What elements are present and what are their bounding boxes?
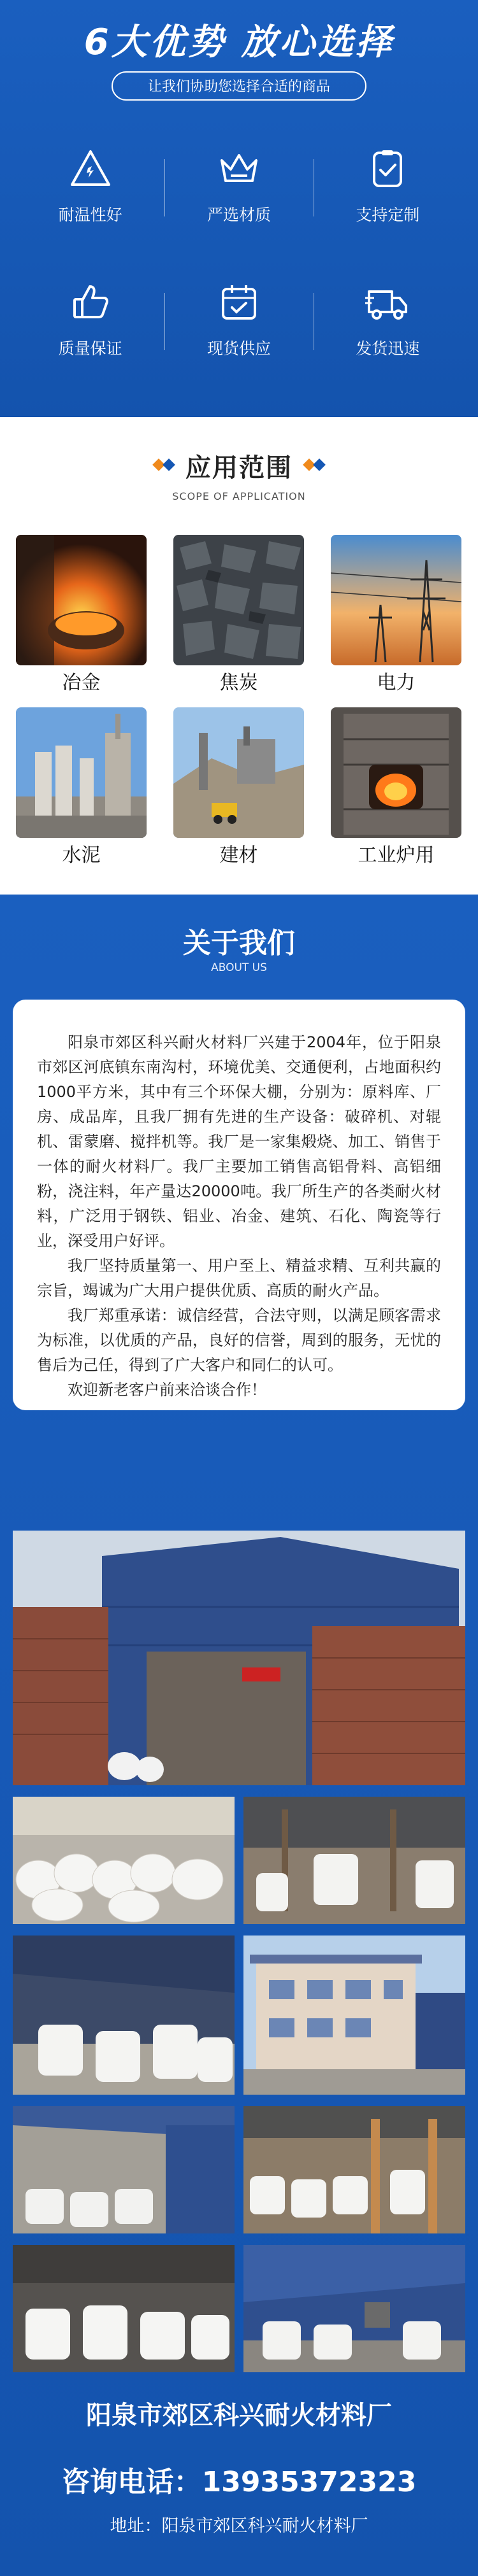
advantage-item — [314, 280, 462, 363]
factory-photo — [13, 1797, 235, 1924]
building-materials-image — [173, 707, 304, 838]
application-label: 建材 — [219, 844, 258, 867]
divider — [164, 159, 165, 216]
advantage-label: 质量保证 — [58, 339, 122, 358]
factory-photo — [243, 2106, 465, 2233]
contact-phone[interactable]: 咨询电话：13935372323 — [61, 2466, 417, 2498]
delivery-truck-icon — [365, 280, 410, 325]
company-name: 阳泉市郊区科兴耐火材料厂 — [86, 2401, 392, 2430]
application-label: 冶金 — [62, 672, 101, 694]
metallurgy-image — [16, 535, 147, 665]
application-card — [173, 707, 304, 874]
application-label: 水泥 — [62, 844, 101, 867]
advantage-label: 支持定制 — [356, 206, 420, 224]
factory-photo — [13, 2245, 235, 2372]
coke-image — [173, 535, 304, 665]
advantage-label: 耐温性好 — [58, 206, 122, 224]
application-label: 工业炉用 — [358, 844, 435, 867]
advantage-label: 发货迅速 — [356, 339, 420, 358]
application-card — [173, 535, 304, 701]
advantages-grid — [16, 146, 462, 363]
advantages-subtitle: 让我们协助您选择合适的商品 — [112, 71, 366, 101]
advantage-item — [164, 280, 313, 363]
about-paragraph: 欢迎新老客户前来洽谈合作！ — [68, 1381, 266, 1399]
divider — [164, 293, 165, 350]
crown-icon — [217, 146, 261, 191]
advantage-item — [16, 146, 164, 229]
application-grid — [16, 535, 462, 874]
factory-photo — [243, 1936, 465, 2095]
application-card — [16, 707, 147, 874]
application-label: 电力 — [377, 672, 416, 694]
factory-photo — [13, 1531, 465, 1785]
advantage-label: 严选材质 — [206, 206, 271, 224]
application-subtitle: SCOPE OF APPLICATION — [172, 490, 306, 502]
clipboard-check-icon — [365, 146, 410, 191]
application-title: 应用范围 — [185, 453, 293, 483]
calendar-check-icon — [217, 280, 261, 325]
factory-photo — [13, 1936, 235, 2095]
about-paragraph: 阳泉市郊区科兴耐火材料厂兴建于2004年，位于阳泉市郊区河底镇东南沟村，环境优美、交通便利，占地面积约1000平方米，其中有三个环保大棚，分别为：原料库、厂房、成品库，且我厂拥有先进的生产设备：破碎机、对辊机、雷蒙磨、搅拌机等。我厂是一家集煅烧、加工、销售于一体的耐火材料厂。我厂主要加工销售高铝骨料、高铝细粉，浇注料，年产量达20000吨。我厂所生产的各类耐火材料，广泛用于钢铁、铝业、冶金、建筑、石化、陶瓷等行业，深受用户好评。 — [37, 1033, 441, 1250]
application-card — [16, 535, 147, 701]
thumbs-up-icon — [68, 280, 113, 325]
advantage-item — [16, 280, 164, 363]
application-card — [331, 535, 461, 701]
power-image — [331, 535, 461, 665]
company-address: 地址：阳泉市郊区科兴耐火材料厂 — [110, 2516, 368, 2536]
cement-image — [16, 707, 147, 838]
factory-photo — [243, 1797, 465, 1924]
industrial-furnace-image — [331, 707, 461, 838]
factory-photo — [13, 2106, 235, 2233]
about-card — [13, 1000, 465, 1410]
advantages-title: 6大优势 放心选择 — [83, 22, 395, 63]
advantage-item — [164, 146, 313, 229]
about-paragraph: 我厂坚持质量第一、用户至上、精益求精、互利共赢的宗旨，竭诚为广大用户提供优质、高质的耐火产品。 — [37, 1257, 441, 1299]
application-section — [0, 417, 478, 895]
about-paragraph: 我厂郑重承诺：诚信经营，合法守则，以满足顾客需求为标准，以优质的产品，良好的信誉，周到的服务，无忧的售后为己任，得到了广大客户和同仁的认可。 — [37, 1306, 441, 1374]
application-card — [331, 707, 461, 874]
factory-photo — [243, 2245, 465, 2372]
advantage-label: 现货供应 — [206, 339, 271, 358]
advantages-section — [0, 0, 478, 417]
application-label: 焦炭 — [219, 672, 258, 694]
about-subtitle: ABOUT US — [211, 961, 267, 974]
warning-triangle-icon — [68, 146, 113, 191]
about-title: 关于我们 — [183, 927, 295, 959]
advantage-item — [314, 146, 462, 229]
